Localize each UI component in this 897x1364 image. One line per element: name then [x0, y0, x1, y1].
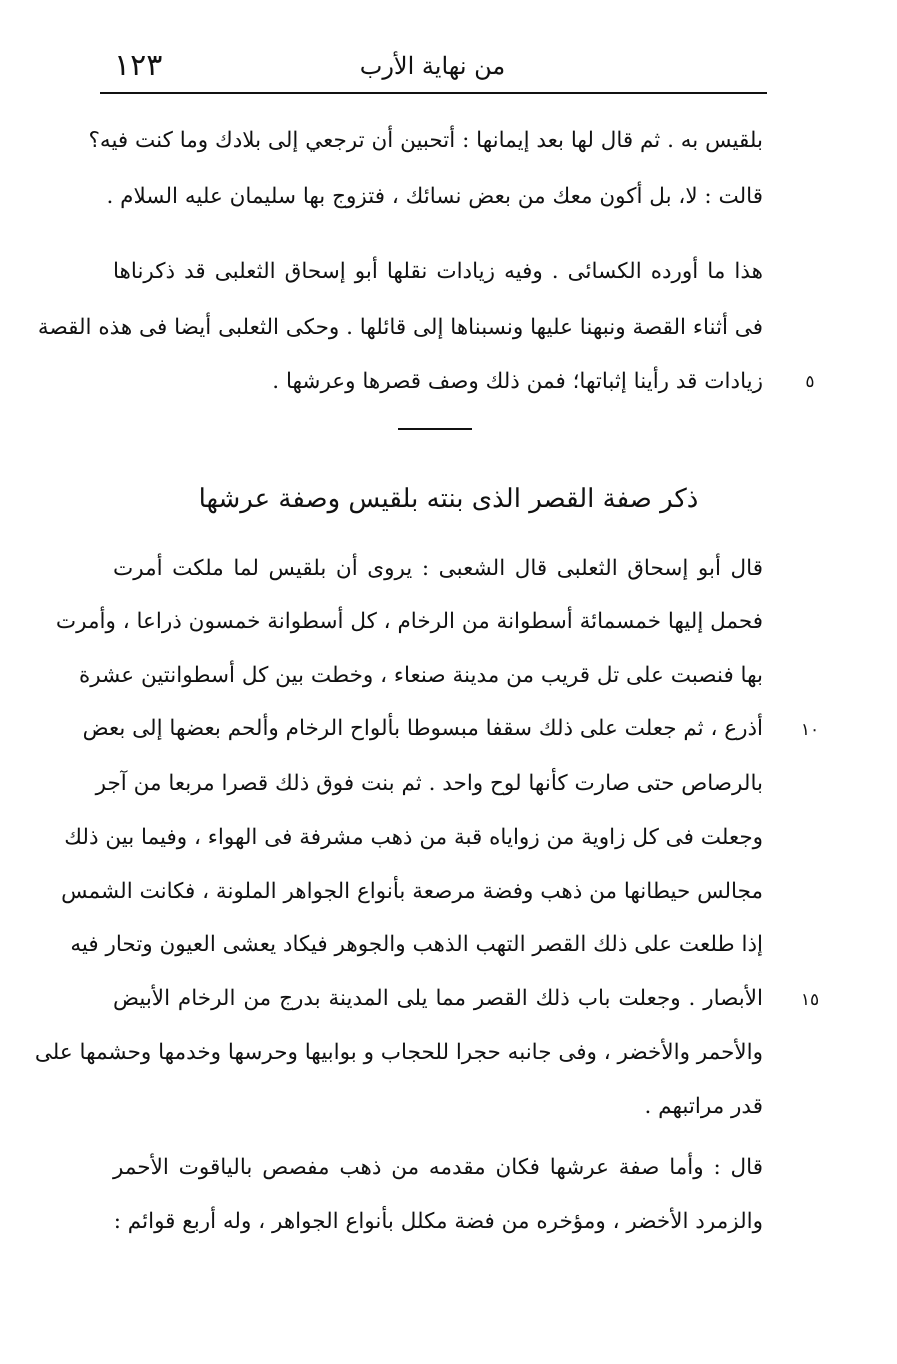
text-line: قال : وأما صفة عرشها فكان مقدمه من ذهب مفصص بالياقوت الأحمر: [113, 1155, 763, 1180]
running-head: من نهاية الأرب: [359, 52, 506, 80]
header-rule: [100, 92, 767, 94]
section-separator: [398, 428, 472, 430]
text-line: زيادات قد رأينا إثباتها؛ فمن ذلك وصف قصرها وعرشها .: [272, 369, 763, 394]
text-line: مجالس حيطانها من ذهب وفضة مرصعة بأنواع الجواهر الملونة ، فكانت الشمس: [61, 879, 763, 904]
text-line: هذا ما أورده الكسائى . وفيه زيادات نقلها أبو إسحاق الثعلبى قد ذكرناها: [113, 259, 763, 284]
page-number: ١٢٣: [114, 48, 163, 83]
text-line: أذرع ، ثم جعلت على ذلك سقفا مبسوطا بألواح الرخام وألحم بعضها إلى بعض: [82, 716, 763, 741]
text-line: بالرصاص حتى صارت كأنها لوح واحد . ثم بنت فوق ذلك قصرا مربعا من آجر: [95, 771, 763, 796]
text-line: بها فنصبت على تل قريب من مدينة صنعاء ، وخطت بين كل أسطوانتين عشرة: [78, 663, 763, 688]
text-line: قال أبو إسحاق الثعلبى قال الشعبى : يروى أن بلقيس لما ملكت أمرت: [113, 556, 763, 581]
text-line: وجعلت فى كل زاوية من زواياه قبة من ذهب مشرفة فى الهواء ، وفيما بين ذلك: [64, 825, 763, 850]
text-line: والزمرد الأخضر ، ومؤخره من فضة مكلل بأنواع الجواهر ، وله أربع قوائم :: [113, 1209, 763, 1234]
text-line: والأحمر والأخضر ، وفى جانبه حجرا للحجاب و بوابيها وحرسها وخدمها وحشمها على: [34, 1040, 763, 1065]
text-line: قدر مراتبهم .: [644, 1094, 763, 1119]
text-line: قالت : لا، بل أكون معك من بعض نسائك ، فتزوج بها سليمان عليه السلام .: [106, 184, 763, 209]
text-line: فحمل إليها خمسمائة أسطوانة من الرخام ، كل أسطوانة خمسون ذراعا ، وأمرت: [55, 609, 763, 634]
page-header: [100, 40, 765, 90]
text-line: فى أثناء القصة ونبهنا عليها ونسبناها إلى قائلها . وحكى الثعلبى أيضا فى هذه القصة: [37, 315, 763, 340]
text-line: الأبصار . وجعلت باب ذلك القصر مما يلى المدينة بدرج من الرخام الأبيض: [113, 986, 763, 1011]
text-line: إذا طلعت على ذلك القصر التهب الذهب والجوهر فيكاد يعشى العيون وتحار فيه: [70, 932, 763, 957]
line-number-10: ١٠: [800, 720, 820, 740]
line-number-5: ٥: [805, 372, 815, 392]
text-line: بلقيس به . ثم قال لها بعد إيمانها : أتحبين أن ترجعي إلى بلادك وما كنت فيه؟: [88, 128, 763, 153]
section-title: ذكر صفة القصر الذى بنته بلقيس وصفة عرشها: [198, 484, 699, 514]
line-number-15: ١٥: [800, 990, 820, 1010]
